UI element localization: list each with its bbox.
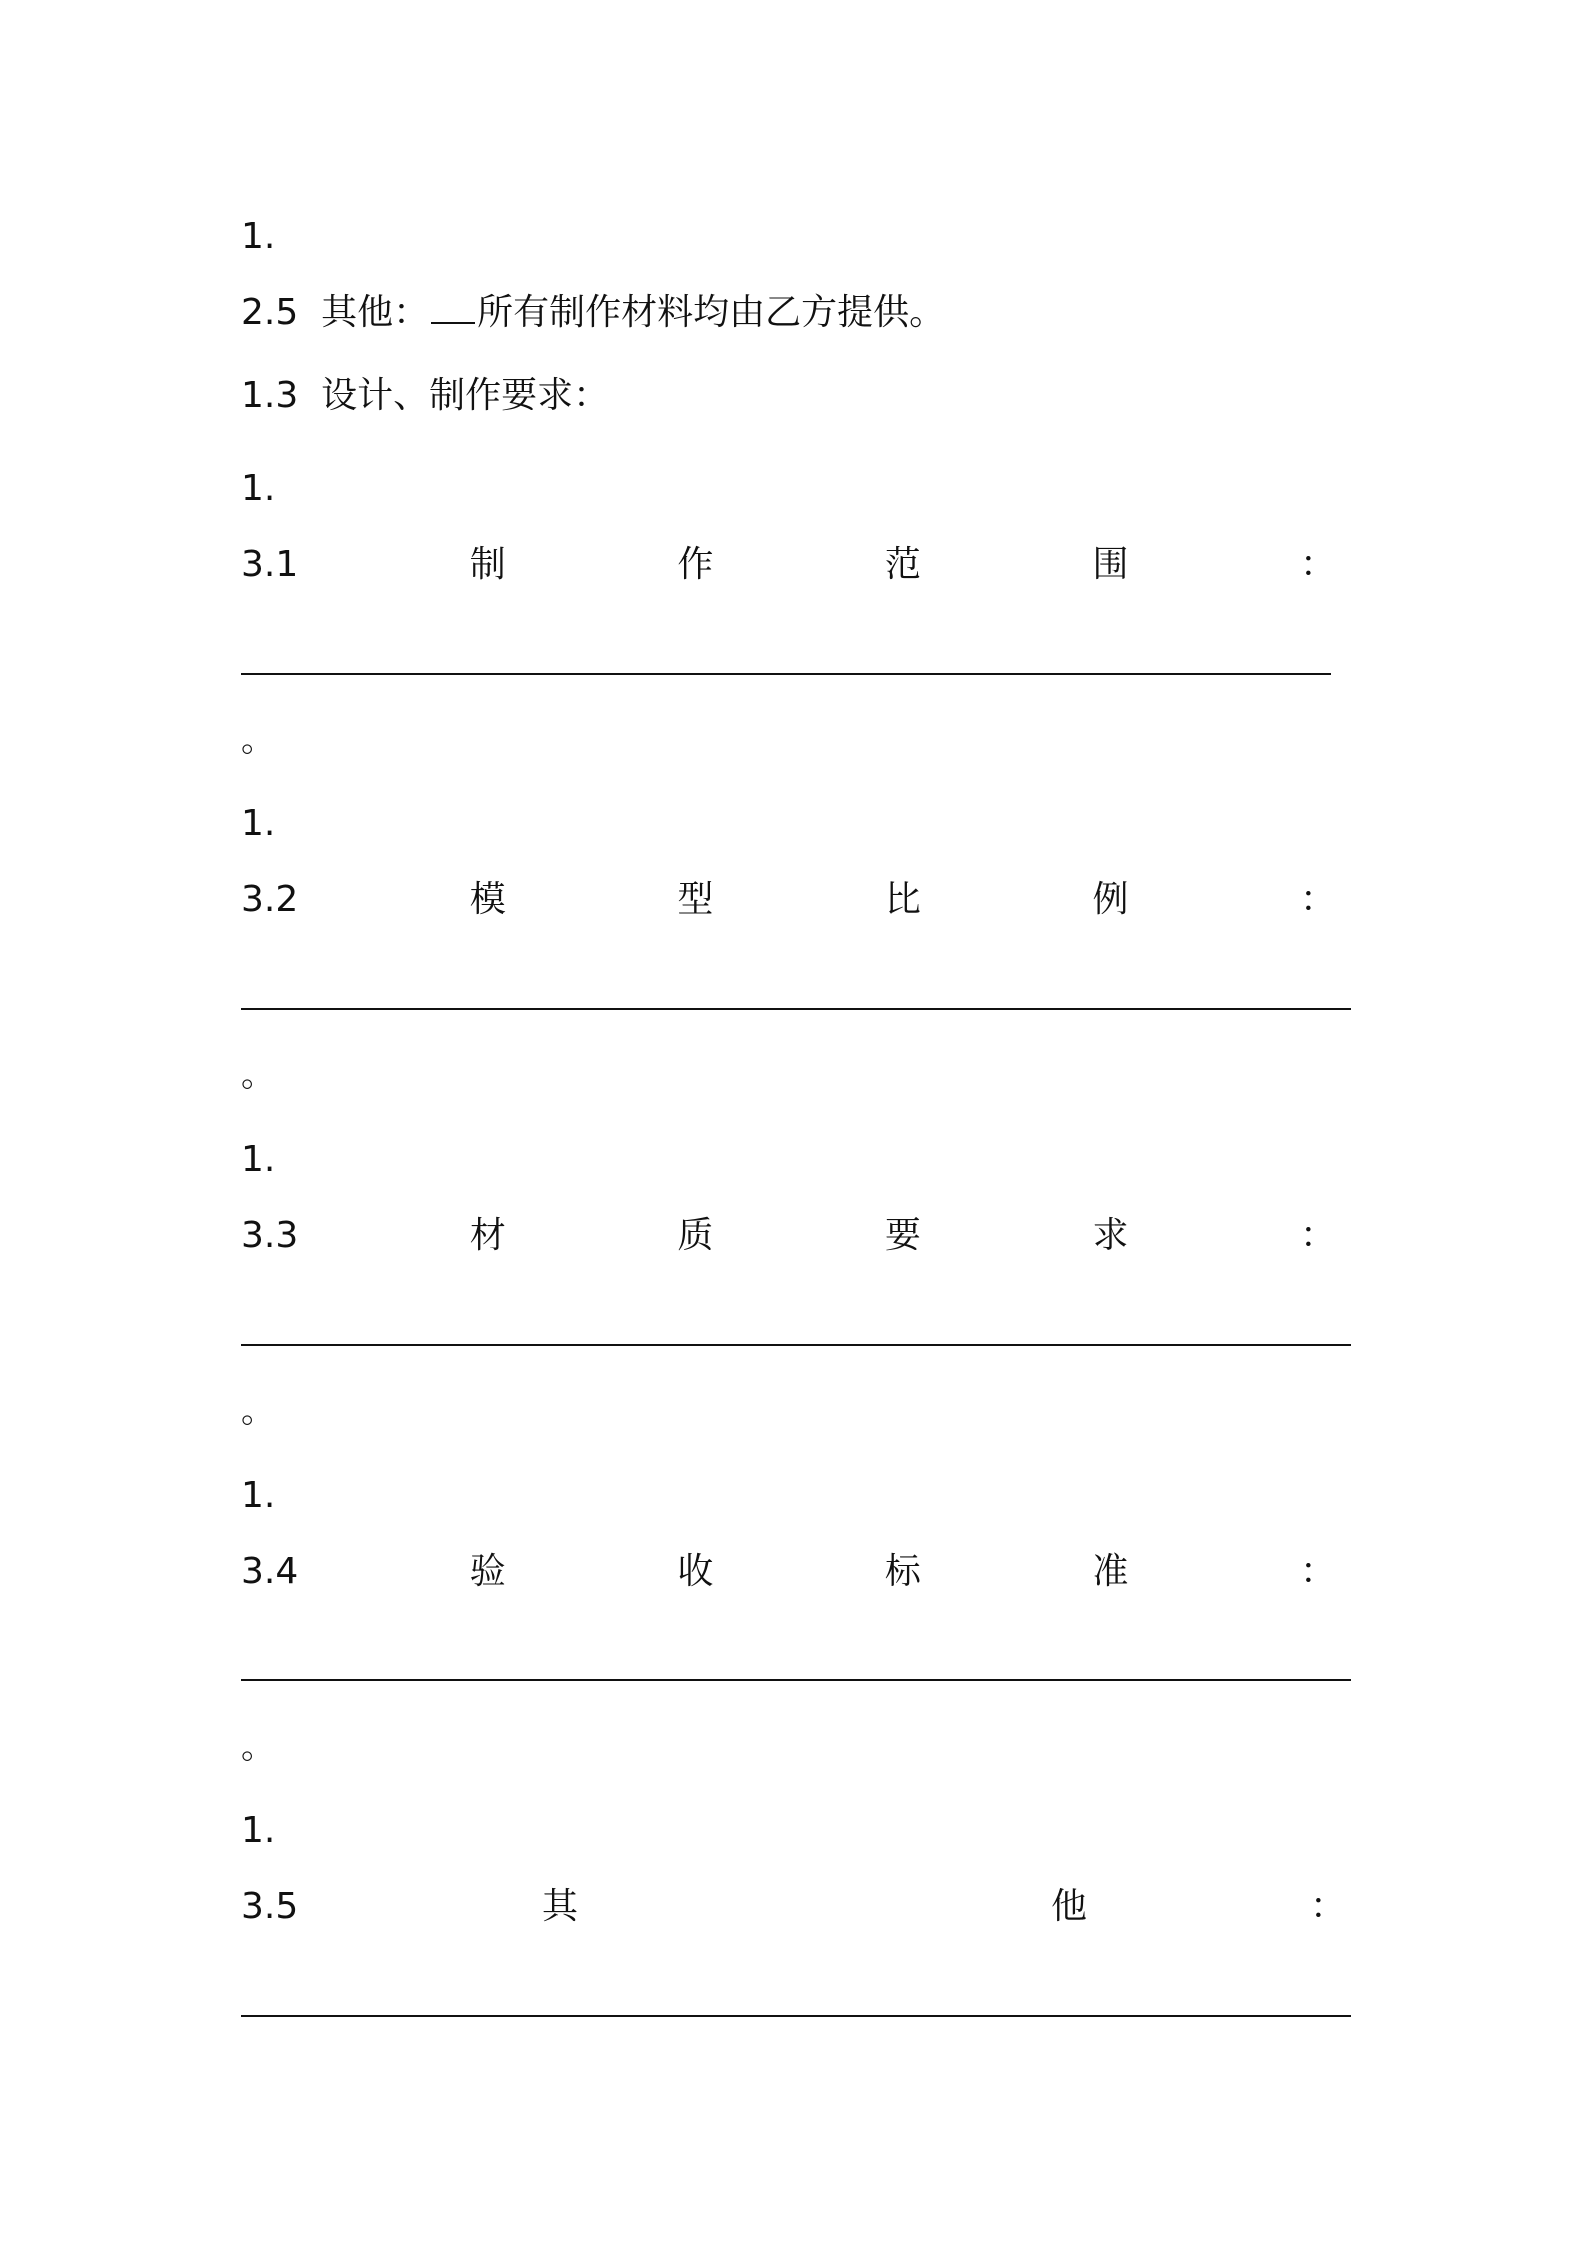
fill-in-line [241,1679,1351,1681]
list-marker: 1. [241,468,276,509]
clause-1-3 [241,374,609,418]
end-period: 。 [241,1055,275,1095]
heading-char: 要 [884,1215,921,1256]
clause-number: 1.3 [241,375,299,416]
heading-colon: ： [1299,544,1336,585]
heading-char: 型 [677,879,714,920]
clause-text: 设计、制作要求： [321,375,610,416]
section-number: 3.1 [241,544,299,585]
section-heading-3-3 [241,1214,1336,1258]
heading-char: 模 [469,879,506,920]
heading-colon: ： [1299,879,1336,920]
list-marker: 1. [241,216,276,257]
heading-char: 例 [1092,879,1129,920]
clause-text: 所有制作材料均由乙方提供。 [477,292,946,333]
section-number: 3.2 [241,879,299,920]
section-number: 3.5 [241,1886,299,1927]
fill-in-line [241,1344,1351,1346]
fill-in-line [241,1008,1351,1010]
clause-number: 2.5 [241,292,299,333]
list-marker: 1. [241,803,276,844]
end-period: 。 [241,1391,275,1431]
heading-char: 求 [1092,1215,1129,1256]
heading-colon: ： [1310,1886,1347,1927]
heading-char: 围 [1092,544,1129,585]
heading-char: 收 [677,1551,714,1592]
heading-char: 质 [677,1215,714,1256]
heading-char: 材 [469,1215,506,1256]
fill-in-line [241,673,1331,675]
list-marker: 1. [241,1139,276,1180]
clause-2-5 [241,291,945,335]
fill-in-line [241,2015,1351,2017]
heading-char: 准 [1092,1551,1129,1592]
section-heading-3-1 [241,543,1336,587]
end-period: 。 [241,1727,275,1767]
section-heading-3-2 [241,878,1336,922]
heading-char: 验 [469,1551,506,1592]
end-period: 。 [241,720,275,760]
heading-char: 他 [1051,1886,1088,1927]
fill-blank [431,292,475,324]
heading-char: 作 [677,544,714,585]
section-number: 3.4 [241,1551,299,1592]
list-marker: 1. [241,1475,276,1516]
heading-char: 范 [884,544,921,585]
section-heading-3-4 [241,1550,1336,1594]
section-number: 3.3 [241,1215,299,1256]
list-marker: 1. [241,1810,276,1851]
heading-colon: ： [1299,1215,1336,1256]
heading-char: 制 [469,544,506,585]
heading-char: 标 [884,1551,921,1592]
heading-colon: ： [1299,1551,1336,1592]
heading-char: 比 [884,879,921,920]
clause-label: 其他： [321,292,430,333]
heading-char: 其 [542,1886,579,1927]
